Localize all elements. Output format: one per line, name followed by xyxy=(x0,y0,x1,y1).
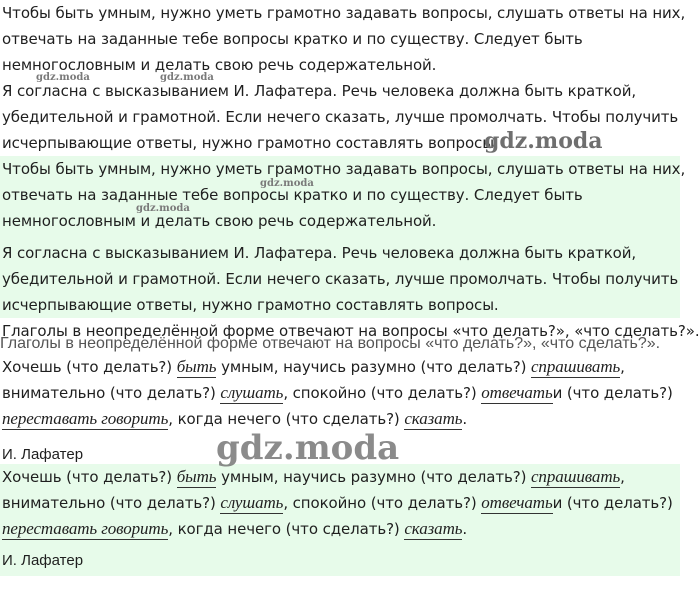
verb-underlined: переставать говорить xyxy=(2,519,169,538)
verb-underlined: сказать xyxy=(404,409,463,428)
quote-text: умным, научись разумно (что делать?) xyxy=(216,358,531,376)
quote-text: , когда нечего (что сделать?) xyxy=(168,410,405,428)
text-line: исчерпывающие ответы, нужно грамотно составлять вопросы. xyxy=(2,134,499,152)
quote-text: и (что делать?) xyxy=(552,384,673,402)
verb-underlined: отвечать xyxy=(481,493,553,512)
quote-text: внимательно (что делать?) xyxy=(2,384,221,402)
text-line: Чтобы быть умным, нужно уметь грамотно задавать вопросы, слушать ответы на них, xyxy=(2,4,686,22)
rule-text: Глаголы в неопределённой форме отвечают на вопросы «что делать?», «что сделать?». xyxy=(2,322,700,340)
quote-text: внимательно (что делать?) xyxy=(2,494,221,512)
verb-underlined: слушать xyxy=(220,493,284,512)
watermark-logo: gdz.moda xyxy=(484,128,603,154)
verb-underlined: спрашивать xyxy=(530,357,621,376)
answer-paragraph-2 xyxy=(0,78,680,156)
verb-underlined: отвечать xyxy=(481,383,553,402)
watermark-logo: gdz.moda xyxy=(160,72,214,83)
text-line: Я согласна с высказыванием И. Лафатера. Речь человека должна быть краткой, xyxy=(2,244,637,262)
quote-block-1 xyxy=(0,354,680,468)
text-line: убедительной и грамотной. Если нечего сказать, лучше промолчать. Чтобы получить xyxy=(2,108,679,126)
quote-text: , спокойно (что делать?) xyxy=(283,494,482,512)
quote-line xyxy=(2,354,680,380)
verb-underlined: быть xyxy=(176,357,217,376)
verb-underlined: спрашивать xyxy=(530,467,621,486)
text-line: немногословным и делать свою речь содержательной. xyxy=(2,212,437,230)
quote-text: , когда нечего (что сделать?) xyxy=(168,520,405,538)
quote-text: Хочешь (что делать?) xyxy=(2,468,177,486)
quote-line xyxy=(2,464,680,490)
quote-line xyxy=(2,380,680,406)
quote-text: . xyxy=(462,520,468,538)
highlighted-paragraph-1 xyxy=(0,156,686,236)
text-line: отвечать на заданные тебе вопросы кратко и по существу. Следует быть xyxy=(2,30,583,48)
watermark-logo: gdz.moda xyxy=(216,428,400,468)
quote-text: , спокойно (что делать?) xyxy=(283,384,482,402)
watermark-logo: gdz.moda xyxy=(36,72,90,83)
watermark-logo: gdz.moda xyxy=(260,178,314,189)
verb-underlined: переставать говорить xyxy=(2,409,169,428)
text-line: убедительной и грамотной. Если нечего сказать, лучше промолчать. Чтобы получить xyxy=(2,270,679,288)
quote-text: умным, научись разумно (что делать?) xyxy=(216,468,531,486)
quote-block-2 xyxy=(0,464,680,576)
text-line: исчерпывающие ответы, нужно грамотно составлять вопросы. xyxy=(2,296,499,314)
quote-text: и (что делать?) xyxy=(552,494,673,512)
quote-text: , xyxy=(620,468,625,486)
quote-line xyxy=(2,490,680,516)
quote-author: И. Лафатер xyxy=(2,552,84,569)
verb-underlined: быть xyxy=(176,467,217,486)
watermark-logo: gdz.moda xyxy=(136,203,190,214)
quote-line xyxy=(2,516,680,542)
text-line: отвечать на заданные тебе вопросы кратко и по существу. Следует быть xyxy=(2,186,583,204)
quote-line xyxy=(2,406,680,432)
quote-text: , xyxy=(620,358,625,376)
text-line: Я согласна с высказыванием И. Лафатера. Речь человека должна быть краткой, xyxy=(2,82,637,100)
highlighted-paragraph-2 xyxy=(0,236,680,318)
quote-text: . xyxy=(462,410,468,428)
quote-text: Хочешь (что делать?) xyxy=(2,358,177,376)
cropped-text: Глаголы в неопределённой форме отвечают на вопросы «что делать?», «что сделать?». xyxy=(0,335,661,352)
verb-underlined: слушать xyxy=(220,383,284,402)
verb-underlined: сказать xyxy=(404,519,463,538)
quote-author: И. Лафатер xyxy=(2,446,84,463)
text-line: немногословным и делать свою речь содержательной. xyxy=(2,56,437,74)
answer-paragraph-1 xyxy=(0,0,686,78)
text-line: Чтобы быть умным, нужно уметь грамотно задавать вопросы, слушать ответы на них, xyxy=(2,160,686,178)
